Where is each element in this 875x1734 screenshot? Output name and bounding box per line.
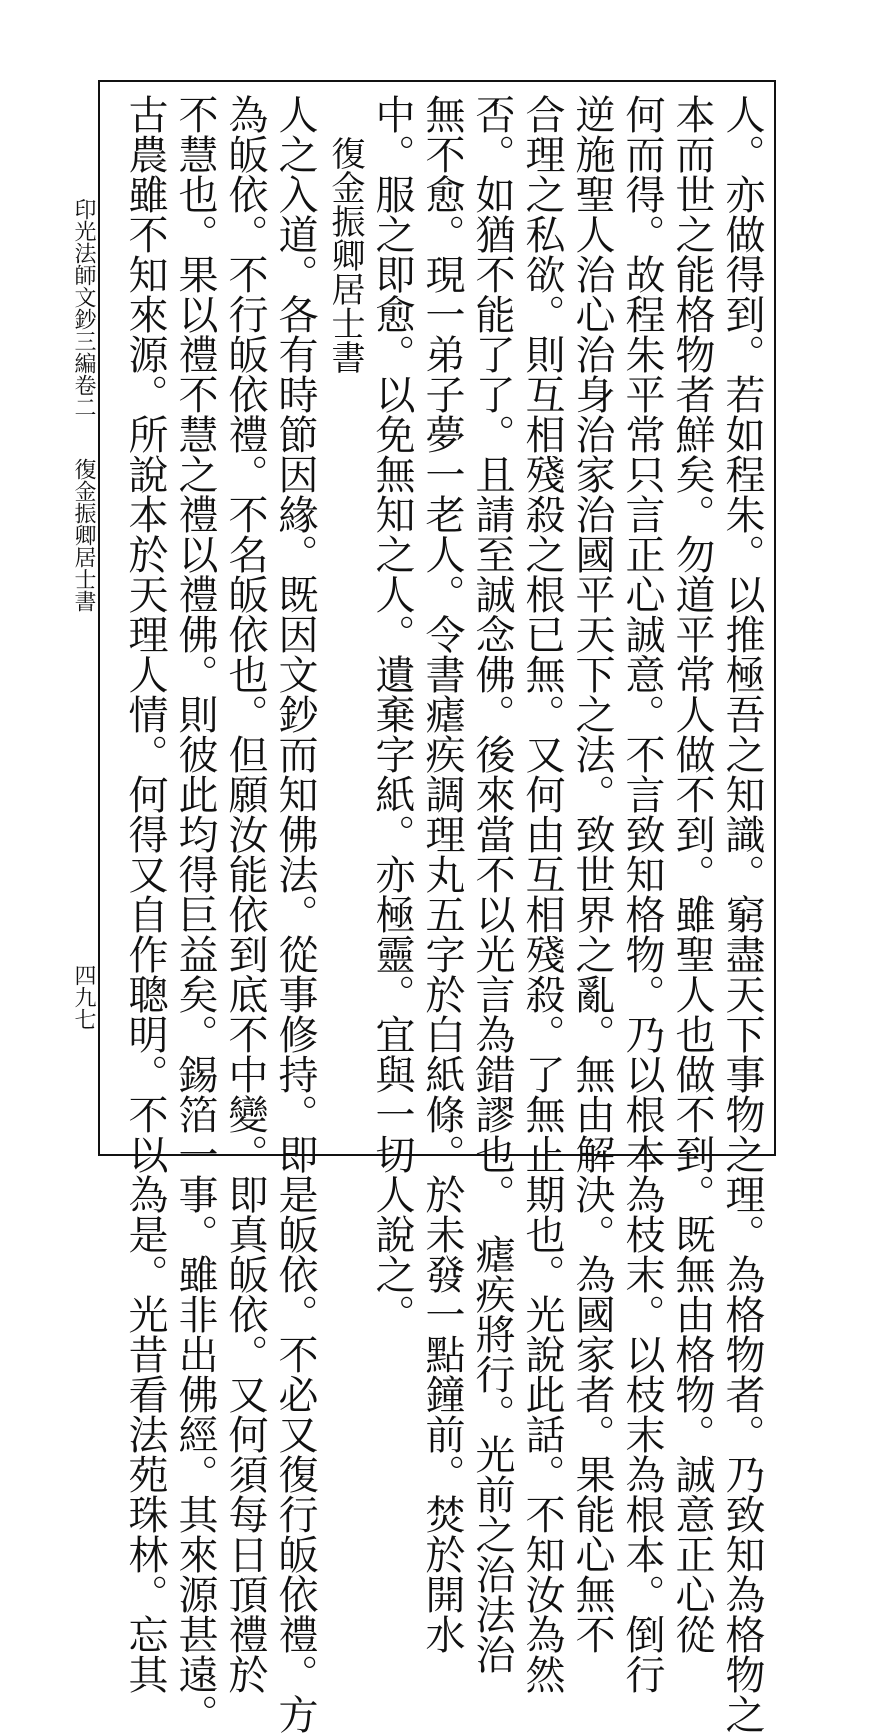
running-book-title: 印光法師文鈔三編卷二 — [71, 198, 96, 418]
text-column-7: 無不愈。現一弟子夢一老人。令書瘧疾調理丸五字於白紙條。於未發一點鐘前。焚於開水 — [419, 94, 465, 1654]
frame-right-line — [774, 80, 776, 1156]
frame-top-line — [98, 80, 776, 82]
text-column-2: 本而世之能格物者鮮矣。勿道平常人做不到。雖聖人也做不到。既無由格物。誠意正心從 — [669, 94, 715, 1654]
text-column-6: 否。如猶不能了了。且請至誠念佛。後來當不以光言為錯謬也。 瘧疾將行。光前之治法治 — [469, 94, 515, 1674]
running-section-title: 復金振卿居士書 — [71, 458, 96, 612]
text-column-5: 合理之私欲。則互相殘殺之根已無。又何由互相殘殺。了無止期也。光說此話。不知汝為然 — [519, 94, 565, 1694]
text-column-12: 古農雖不知來源。所說本於天理人情。何得又自作聰明。不以為是。光昔看法苑珠林。忘其 — [122, 94, 168, 1694]
page-number: 四九七 — [71, 964, 96, 1030]
text-column-3: 何而得。故程朱平常只言正心誠意。不言致知格物。乃以根本為枝末。以枝末為根本。倒行 — [619, 94, 665, 1694]
text-column-4: 逆施聖人治心治身治家治國平天下之法。致世界之亂。無由解決。為國家者。果能心無不 — [569, 94, 615, 1654]
text-column-11: 不慧也。果以禮不慧之禮以禮佛。則彼此均得巨益矣。錫箔一事。雖非出佛經。其來源甚遠。 — [172, 94, 218, 1734]
frame-left-line — [98, 80, 100, 1156]
letter-title: 復金振卿居士書 — [325, 136, 365, 374]
text-column-8: 中。服之即愈。以免無知之人。遺棄字紙。亦極靈。宜與一切人說之。 — [369, 94, 415, 1334]
text-column-9: 人之入道。各有時節因緣。既因文鈔而知佛法。從事修持。即是皈依。不必又復行皈依禮。方 — [272, 94, 318, 1734]
text-column-10: 為皈依。不行皈依禮。不名皈依也。但願汝能依到底不中變。即真皈依。又何須每日頂禮於 — [222, 94, 268, 1694]
text-column-1: 人。亦做得到。若如程朱。以推極吾之知識。窮盡天下事物之理。為格物者。乃致知為格物之 — [719, 94, 765, 1734]
